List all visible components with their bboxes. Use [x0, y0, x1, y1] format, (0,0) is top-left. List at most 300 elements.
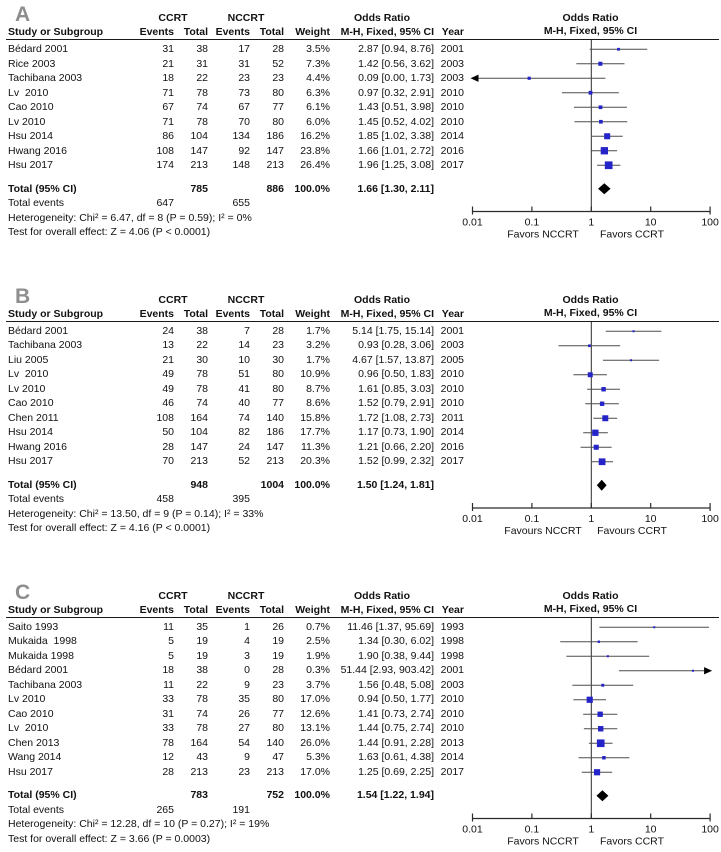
weight-value-cell: 6.0% [284, 115, 330, 130]
ccrt-total-cell: 22 [174, 71, 208, 86]
x-tick-label: 0.1 [525, 217, 540, 229]
group2-header: NCCRT [228, 294, 265, 307]
nccrt-total-cell: 147 [250, 144, 284, 159]
spacer-cell [138, 788, 174, 803]
ccrt-total-cell: 22 [174, 678, 208, 693]
year-value-cell: 2003 [434, 71, 464, 86]
year-value-cell: 1993 [434, 620, 464, 635]
ccrt-events-cell: 31 [138, 707, 174, 722]
spacer-cell [208, 788, 250, 803]
year-value-cell: 2001 [434, 663, 464, 678]
ccrt-total-cell: 213 [174, 158, 208, 173]
study-row [8, 144, 464, 159]
spacer-cell [208, 478, 250, 493]
nccrt-total-events-cell: 655 [208, 196, 250, 211]
weight-value-cell: 17.0% [284, 765, 330, 780]
nccrt-total-events-cell: 191 [208, 803, 250, 818]
ccrt-events-cell: 5 [138, 634, 174, 649]
year-header: Year [434, 307, 464, 322]
ccrt-total-cell: 104 [174, 129, 208, 144]
nccrt-total-cell: 47 [250, 750, 284, 765]
total2-header: Total [250, 307, 284, 322]
x-tick-label: 0.01 [462, 513, 483, 525]
nccrt-events-cell: 148 [208, 158, 250, 173]
x-tick-label: 10 [645, 217, 657, 229]
year-value-cell: 2003 [434, 57, 464, 72]
ccrt-grand-total-cell: 783 [174, 788, 208, 803]
study-name-cell: Wang 2014 [8, 750, 138, 765]
events2-header: Events [208, 25, 250, 40]
study-name-cell: Liu 2005 [8, 353, 138, 368]
panel-A [0, 6, 721, 246]
events1-header: Events [138, 307, 174, 322]
nccrt-total-cell: 80 [250, 367, 284, 382]
nccrt-events-cell: 54 [208, 736, 250, 751]
or-marker [605, 161, 613, 169]
table-header-row [8, 603, 464, 618]
heterogeneity-text: Heterogeneity: Chi² = 12.28, df = 10 (P = 0.27); I² = 19% [8, 817, 269, 832]
study-name-cell: Lv 2010 [8, 382, 138, 397]
weight-value-cell: 0.3% [284, 663, 330, 678]
panel-letter: C [15, 581, 31, 605]
study-row [8, 692, 464, 707]
favors-right-label: Favors CCRT [600, 835, 665, 847]
heterogeneity-text: Heterogeneity: Chi² = 13.50, df = 9 (P = 0.14); I² = 33% [8, 507, 263, 522]
x-tick-label: 100 [701, 823, 719, 835]
group2-header: NCCRT [228, 12, 265, 25]
nccrt-events-cell: 52 [208, 454, 250, 469]
study-row [8, 663, 464, 678]
or-marker [588, 372, 593, 377]
favors-right-label: Favors CCRT [600, 229, 665, 241]
or-marker [598, 62, 602, 66]
or-marker [594, 769, 600, 775]
total-weight-cell: 100.0% [284, 182, 330, 197]
odds-ratio-ci-cell: 11.46 [1.37, 95.69] [330, 620, 434, 635]
study-name-cell: Cao 2010 [8, 396, 138, 411]
favors-left-label: Favors NCCRT [507, 835, 579, 847]
summary-diamond [598, 183, 610, 194]
ccrt-events-cell: 5 [138, 649, 174, 664]
or-marker [599, 120, 603, 124]
total-events-label-cell: Total events [8, 492, 138, 507]
study-row [8, 707, 464, 722]
ccrt-events-cell: 108 [138, 411, 174, 426]
or-marker [602, 415, 608, 421]
heterogeneity-text: Heterogeneity: Chi² = 6.47, df = 8 (P = 0.59); I² = 0% [8, 211, 252, 226]
panel-B [0, 288, 721, 542]
year-value-cell: 2016 [434, 440, 464, 455]
ccrt-total-cell: 147 [174, 144, 208, 159]
total-or-ci-cell: 1.50 [1.24, 1.81] [330, 478, 434, 493]
weight-value-cell: 1.7% [284, 324, 330, 339]
weight-value-cell: 26.0% [284, 736, 330, 751]
odds-ratio-ci-cell: 1.41 [0.73, 2.74] [330, 707, 434, 722]
odds-ratio-ci-cell: 1.52 [0.79, 2.91] [330, 396, 434, 411]
spacer-cell [174, 196, 208, 211]
nccrt-total-cell: 140 [250, 411, 284, 426]
nccrt-grand-total-cell: 1004 [250, 478, 284, 493]
nccrt-events-cell: 9 [208, 678, 250, 693]
study-name-cell: Chen 2011 [8, 411, 138, 426]
ccrt-total-cell: 35 [174, 620, 208, 635]
study-name-cell: Lv 2010 [8, 692, 138, 707]
ccrt-events-cell: 33 [138, 721, 174, 736]
nccrt-total-cell: 28 [250, 663, 284, 678]
nccrt-total-cell: 26 [250, 620, 284, 635]
weight-value-cell: 13.1% [284, 721, 330, 736]
nccrt-total-cell: 28 [250, 324, 284, 339]
weight-header: Weight [284, 25, 330, 40]
or-marker [598, 640, 600, 642]
study-row [8, 765, 464, 780]
total-events-row [8, 196, 464, 211]
study-name-cell: Hsu 2017 [8, 765, 138, 780]
overall-effect-text: Test for overall effect: Z = 4.16 (P < 0.0001) [8, 521, 210, 536]
or-marker [630, 359, 632, 361]
study-row [8, 115, 464, 130]
year-header: Year [434, 25, 464, 40]
odds-ratio-ci-cell: 0.93 [0.28, 3.06] [330, 338, 434, 353]
ccrt-total-cell: 22 [174, 338, 208, 353]
panel-C [0, 584, 721, 852]
study-row [8, 721, 464, 736]
ccrt-events-cell: 31 [138, 42, 174, 57]
weight-value-cell: 5.3% [284, 750, 330, 765]
or-marker [528, 77, 531, 80]
spacer-cell [208, 182, 250, 197]
plot-title: Odds Ratio [460, 590, 721, 603]
forest-plot-C [460, 584, 721, 852]
study-row [8, 750, 464, 765]
study-row [8, 100, 464, 115]
study-name-cell: Hwang 2016 [8, 144, 138, 159]
study-name-cell: Lv 2010 [8, 721, 138, 736]
odds-ratio-ci-cell: 1.72 [1.08, 2.73] [330, 411, 434, 426]
year-value-cell: 2003 [434, 678, 464, 693]
year-value-cell: 2010 [434, 707, 464, 722]
study-name-cell: Cao 2010 [8, 100, 138, 115]
ccrt-grand-total-cell: 785 [174, 182, 208, 197]
year-value-cell: 2010 [434, 721, 464, 736]
x-tick-label: 10 [645, 513, 657, 525]
x-tick-label: 10 [645, 823, 657, 835]
ci-arrow-right [704, 667, 712, 674]
study-name-cell: Chen 2013 [8, 736, 138, 751]
ccrt-total-cell: 78 [174, 382, 208, 397]
mh-ci-header: M-H, Fixed, 95% CI [330, 307, 434, 322]
odds-ratio-ci-cell: 1.66 [1.01, 2.72] [330, 144, 434, 159]
nccrt-total-cell: 80 [250, 692, 284, 707]
ccrt-events-cell: 49 [138, 382, 174, 397]
total-events-label-cell: Total events [8, 196, 138, 211]
total-row [8, 478, 464, 493]
nccrt-total-cell: 77 [250, 100, 284, 115]
ccrt-events-cell: 50 [138, 425, 174, 440]
nccrt-events-cell: 51 [208, 367, 250, 382]
study-row [8, 57, 464, 72]
study-name-cell: Cao 2010 [8, 707, 138, 722]
or-marker [600, 401, 604, 405]
events2-header: Events [208, 307, 250, 322]
odds-ratio-ci-cell: 1.44 [0.91, 2.28] [330, 736, 434, 751]
weight-value-cell: 16.2% [284, 129, 330, 144]
total2-header: Total [250, 603, 284, 618]
study-name-cell: Hsu 2014 [8, 129, 138, 144]
or-marker [653, 626, 655, 628]
study-name-cell: Bédard 2001 [8, 324, 138, 339]
year-value-cell: 2013 [434, 736, 464, 751]
ccrt-events-cell: 70 [138, 454, 174, 469]
total-events-row [8, 492, 464, 507]
or-marker [588, 344, 591, 347]
study-row [8, 42, 464, 57]
or-marker [589, 91, 593, 95]
plot-title: Odds Ratio [460, 12, 721, 25]
or-marker [601, 147, 608, 154]
nccrt-events-cell: 41 [208, 382, 250, 397]
events1-header: Events [138, 603, 174, 618]
odds-ratio-ci-cell: 51.44 [2.93, 903.42] [330, 663, 434, 678]
nccrt-events-cell: 70 [208, 115, 250, 130]
odds-ratio-ci-cell: 1.90 [0.38, 9.44] [330, 649, 434, 664]
weight-value-cell: 23.8% [284, 144, 330, 159]
study-row [8, 425, 464, 440]
ccrt-total-cell: 38 [174, 663, 208, 678]
ccrt-events-cell: 49 [138, 367, 174, 382]
nccrt-total-cell: 52 [250, 57, 284, 72]
forest-plot-B [460, 288, 721, 542]
year-value-cell: 2010 [434, 100, 464, 115]
nccrt-events-cell: 82 [208, 425, 250, 440]
odds-ratio-ci-cell: 1.63 [0.61, 4.38] [330, 750, 434, 765]
ccrt-total-cell: 78 [174, 692, 208, 707]
study-row [8, 620, 464, 635]
nccrt-total-cell: 80 [250, 115, 284, 130]
odds-ratio-ci-cell: 1.25 [0.69, 2.25] [330, 765, 434, 780]
study-row [8, 440, 464, 455]
study-row [8, 411, 464, 426]
ccrt-total-cell: 78 [174, 721, 208, 736]
nccrt-total-cell: 80 [250, 86, 284, 101]
ccrt-total-cell: 31 [174, 57, 208, 72]
odds-ratio-ci-cell: 1.61 [0.85, 3.03] [330, 382, 434, 397]
weight-value-cell: 7.3% [284, 57, 330, 72]
study-name-cell: Mukaida 1998 [8, 649, 138, 664]
x-tick-label: 1 [588, 513, 594, 525]
or-marker [604, 133, 610, 139]
total-row [8, 182, 464, 197]
year-value-cell: 2017 [434, 454, 464, 469]
ccrt-events-cell: 21 [138, 353, 174, 368]
ccrt-grand-total-cell: 948 [174, 478, 208, 493]
odds-ratio-ci-cell: 1.17 [0.73, 1.90] [330, 425, 434, 440]
odds-ratio-ci-cell: 5.14 [1.75, 15.14] [330, 324, 434, 339]
weight-value-cell: 8.7% [284, 382, 330, 397]
year-value-cell: 2010 [434, 382, 464, 397]
ccrt-events-cell: 174 [138, 158, 174, 173]
ccrt-events-cell: 108 [138, 144, 174, 159]
ccrt-total-cell: 78 [174, 115, 208, 130]
total-label-cell: Total (95% CI) [8, 788, 138, 803]
or-marker [617, 48, 620, 51]
study-header: Study or Subgroup [8, 25, 138, 40]
or-marker [601, 683, 604, 686]
study-name-cell: Tachibana 2003 [8, 71, 138, 86]
ccrt-total-cell: 213 [174, 454, 208, 469]
or-marker [599, 458, 606, 465]
nccrt-total-cell: 186 [250, 129, 284, 144]
events2-header: Events [208, 603, 250, 618]
nccrt-events-cell: 7 [208, 324, 250, 339]
year-value-cell: 2005 [434, 353, 464, 368]
nccrt-events-cell: 3 [208, 649, 250, 664]
year-value-cell: 2010 [434, 86, 464, 101]
nccrt-events-cell: 23 [208, 71, 250, 86]
or-column-header: Odds Ratio [354, 590, 410, 603]
weight-value-cell: 2.5% [284, 634, 330, 649]
group1-header: CCRT [158, 590, 187, 603]
weight-value-cell: 17.7% [284, 425, 330, 440]
study-row [8, 396, 464, 411]
year-value-cell: 2001 [434, 324, 464, 339]
ccrt-events-cell: 18 [138, 663, 174, 678]
year-value-cell: 2010 [434, 692, 464, 707]
or-marker [601, 387, 605, 391]
plot-subtitle: M-H, Fixed, 95% CI [460, 603, 721, 616]
study-name-cell: Tachibana 2003 [8, 338, 138, 353]
mh-ci-header: M-H, Fixed, 95% CI [330, 25, 434, 40]
weight-value-cell: 1.7% [284, 353, 330, 368]
ccrt-total-cell: 38 [174, 42, 208, 57]
summary-diamond [597, 479, 607, 490]
total-events-label-cell: Total events [8, 803, 138, 818]
or-marker [598, 726, 603, 731]
weight-header: Weight [284, 603, 330, 618]
ccrt-events-cell: 71 [138, 115, 174, 130]
nccrt-total-cell: 213 [250, 765, 284, 780]
ccrt-total-cell: 38 [174, 324, 208, 339]
year-value-cell: 2003 [434, 338, 464, 353]
ccrt-events-cell: 18 [138, 71, 174, 86]
weight-value-cell: 3.2% [284, 338, 330, 353]
nccrt-total-cell: 147 [250, 440, 284, 455]
nccrt-total-cell: 213 [250, 158, 284, 173]
x-tick-label: 0.01 [462, 823, 483, 835]
x-tick-label: 1 [588, 823, 594, 835]
ccrt-events-cell: 28 [138, 765, 174, 780]
ccrt-total-events-cell: 647 [138, 196, 174, 211]
or-marker [607, 655, 609, 657]
study-name-cell: Lv 2010 [8, 86, 138, 101]
nccrt-total-cell: 30 [250, 353, 284, 368]
study-row [8, 71, 464, 86]
overall-effect-text: Test for overall effect: Z = 4.06 (P < 0.0001) [8, 225, 210, 240]
nccrt-events-cell: 23 [208, 765, 250, 780]
total-label-cell: Total (95% CI) [8, 182, 138, 197]
nccrt-total-cell: 28 [250, 42, 284, 57]
year-value-cell: 2010 [434, 115, 464, 130]
nccrt-total-cell: 213 [250, 454, 284, 469]
nccrt-total-cell: 77 [250, 396, 284, 411]
study-name-cell: Hwang 2016 [8, 440, 138, 455]
weight-value-cell: 4.4% [284, 71, 330, 86]
plot-subtitle: M-H, Fixed, 95% CI [460, 307, 721, 320]
ccrt-events-cell: 28 [138, 440, 174, 455]
study-row [8, 338, 464, 353]
x-tick-label: 0.1 [525, 513, 540, 525]
or-marker [602, 756, 605, 759]
nccrt-events-cell: 0 [208, 663, 250, 678]
ci-arrow-left [471, 75, 479, 82]
odds-ratio-ci-cell: 1.44 [0.75, 2.74] [330, 721, 434, 736]
weight-value-cell: 3.7% [284, 678, 330, 693]
ccrt-events-cell: 24 [138, 324, 174, 339]
year-value-cell: 2014 [434, 750, 464, 765]
x-tick-label: 0.1 [525, 823, 540, 835]
year-value-cell: 2014 [434, 425, 464, 440]
plot-title: Odds Ratio [460, 294, 721, 307]
year-value-cell: 2010 [434, 367, 464, 382]
study-row [8, 454, 464, 469]
panel-letter: A [15, 3, 31, 27]
ccrt-events-cell: 86 [138, 129, 174, 144]
or-marker [587, 696, 593, 702]
odds-ratio-ci-cell: 1.34 [0.30, 6.02] [330, 634, 434, 649]
nccrt-events-cell: 73 [208, 86, 250, 101]
plot-subtitle: M-H, Fixed, 95% CI [460, 25, 721, 38]
study-name-cell: Hsu 2017 [8, 454, 138, 469]
ccrt-total-cell: 43 [174, 750, 208, 765]
study-row [8, 382, 464, 397]
year-value-cell: 1998 [434, 634, 464, 649]
nccrt-events-cell: 40 [208, 396, 250, 411]
nccrt-events-cell: 134 [208, 129, 250, 144]
ccrt-total-cell: 164 [174, 736, 208, 751]
ccrt-total-cell: 78 [174, 367, 208, 382]
odds-ratio-ci-cell: 1.56 [0.48, 5.08] [330, 678, 434, 693]
weight-value-cell: 12.6% [284, 707, 330, 722]
odds-ratio-ci-cell: 1.21 [0.66, 2.20] [330, 440, 434, 455]
study-row [8, 353, 464, 368]
or-column-header: Odds Ratio [354, 12, 410, 25]
ccrt-events-cell: 46 [138, 396, 174, 411]
study-name-cell: Lv 2010 [8, 115, 138, 130]
total-label-cell: Total (95% CI) [8, 478, 138, 493]
study-row [8, 736, 464, 751]
study-header: Study or Subgroup [8, 307, 138, 322]
spacer-cell [138, 478, 174, 493]
study-row [8, 367, 464, 382]
year-value-cell: 2014 [434, 129, 464, 144]
group1-header: CCRT [158, 12, 187, 25]
year-value-cell: 2017 [434, 158, 464, 173]
weight-value-cell: 6.3% [284, 86, 330, 101]
study-header: Study or Subgroup [8, 603, 138, 618]
or-marker [633, 330, 635, 332]
odds-ratio-ci-cell: 1.45 [0.52, 4.02] [330, 115, 434, 130]
x-tick-label: 0.01 [462, 217, 483, 229]
mh-ci-header: M-H, Fixed, 95% CI [330, 603, 434, 618]
nccrt-events-cell: 67 [208, 100, 250, 115]
nccrt-events-cell: 31 [208, 57, 250, 72]
ccrt-events-cell: 11 [138, 620, 174, 635]
total-weight-cell: 100.0% [284, 478, 330, 493]
nccrt-events-cell: 17 [208, 42, 250, 57]
ccrt-events-cell: 33 [138, 692, 174, 707]
favors-left-label: Favours NCCRT [504, 525, 582, 537]
nccrt-total-cell: 140 [250, 736, 284, 751]
